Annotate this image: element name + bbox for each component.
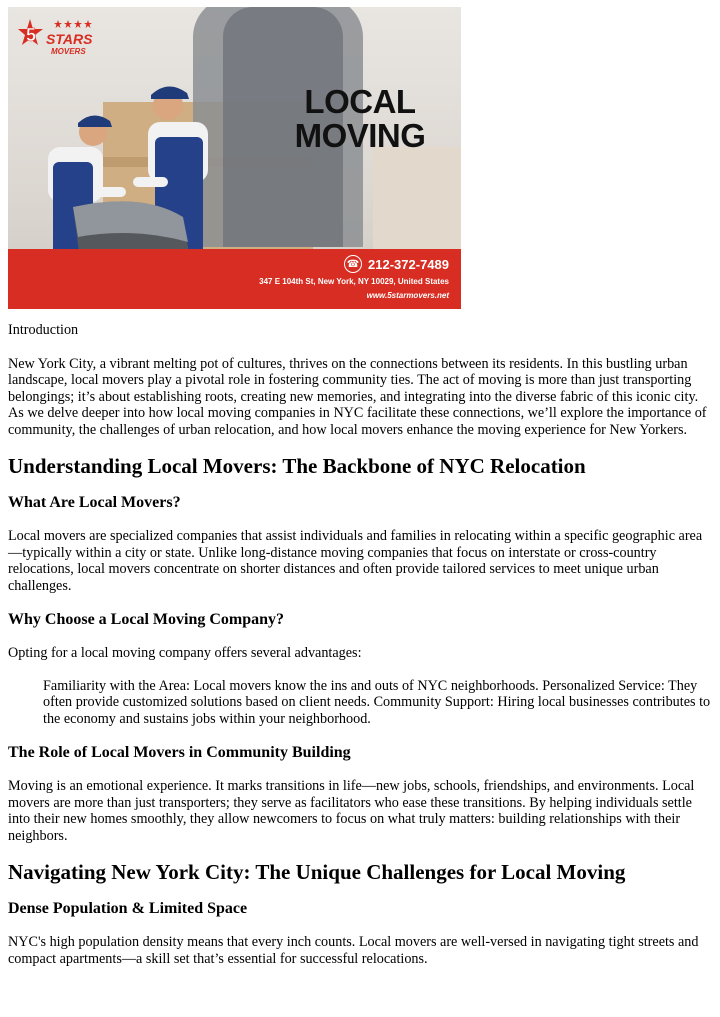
subsection-heading: Dense Population & Limited Space bbox=[8, 900, 248, 917]
moving-box-graphic bbox=[373, 147, 461, 257]
contact-band bbox=[8, 249, 461, 309]
paragraph: Opting for a local moving company offers several advantages: bbox=[8, 645, 362, 661]
logo-number: 5 bbox=[26, 25, 37, 45]
company-logo bbox=[18, 17, 108, 59]
logo-brand-bottom: MOVERS bbox=[51, 47, 86, 56]
phone-number: 212-372-7489 bbox=[368, 256, 449, 272]
page bbox=[8, 7, 714, 983]
phone-icon: ☎ bbox=[344, 255, 362, 273]
subsection-heading: Why Choose a Local Moving Company? bbox=[8, 611, 285, 628]
paragraph: Moving is an emotional experience. It marks transitions in life—new jobs, schools, friendships, and environments. Local movers are more than just transporters; they serve as facilitators who ease these transitions. By helping individuals settle into their new homes smoothly, they allow newcomers to focus on what truly matters: building relationships with their neighbors. bbox=[8, 778, 695, 844]
address-text: 347 E 104th St, New York, NY 10029, United States bbox=[259, 277, 449, 286]
advantages-quote: Familiarity with the Area: Local movers know the ins and outs of NYC neighborhoods. Personalized Service: They often provide customized solutions based on client needs. Community Support: Hiring local businesses contributes to the economy and sustains jobs within your neighborhood. bbox=[43, 677, 711, 727]
paragraph: Local movers are specialized companies that assist individuals and families in relocating within a specific geographic area—typically within a city or state. Unlike long-distance moving companies that focus on interstate or cross-country relocations, local movers concentrate on shorter distances and often provide tailored services to meet unique urban challenges. bbox=[8, 528, 703, 594]
subsection-heading: The Role of Local Movers in Community Building bbox=[8, 744, 351, 761]
banner-title-line2: MOVING bbox=[294, 117, 426, 154]
logo-brand-top: STARS bbox=[46, 31, 93, 47]
website-text: www.5starmovers.net bbox=[366, 291, 449, 300]
phone-line bbox=[344, 255, 449, 273]
banner-title-line1: LOCAL bbox=[304, 83, 416, 120]
paragraph: NYC's high population density means that every inch counts. Local movers are well-versed in navigating tight streets and compact apartments—a skill set that’s essential for successful relocations. bbox=[8, 934, 699, 967]
banner-title bbox=[270, 85, 450, 153]
subsection-heading: What Are Local Movers? bbox=[8, 494, 181, 511]
section-heading: Understanding Local Movers: The Backbone of NYC Relocation bbox=[8, 454, 586, 478]
hero-banner bbox=[8, 7, 461, 309]
intro-heading: Introduction bbox=[8, 322, 79, 338]
article-body bbox=[8, 322, 714, 967]
section-heading: Navigating New York City: The Unique Challenges for Local Moving bbox=[8, 860, 626, 884]
intro-paragraph: New York City, a vibrant melting pot of cultures, thrives on the connections between its residents. In this bustling urban landscape, local movers play a pivotal role in fostering community ties. The act of moving is more than just transporting belongings; it’s about establishing roots, creating new memories, and integrating into the diverse fabric of this iconic city. As we delve deeper into how local moving companies in NYC facilitate these connections, we’ll explore the importance of community, the challenges of urban relocation, and how local movers enhance the moving experience for New Yorkers. bbox=[8, 355, 707, 438]
